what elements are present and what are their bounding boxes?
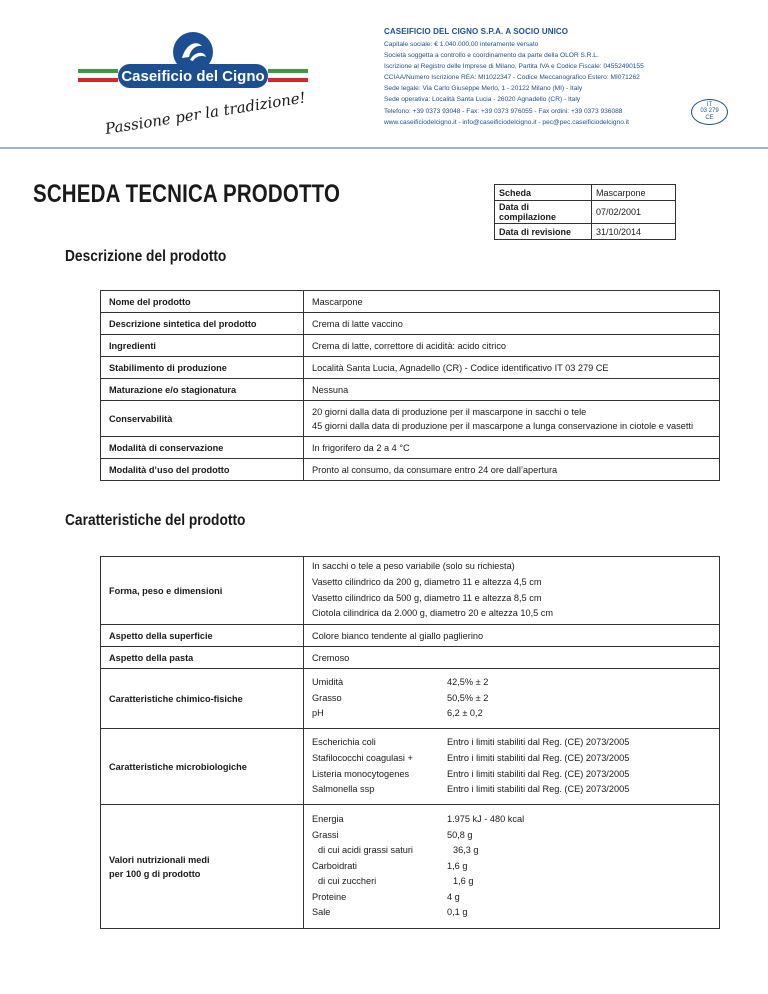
page-title: SCHEDA TECNICA PRODOTTO [33,180,341,208]
header-divider [0,147,768,149]
table-row: Ingredienti Crema di latte, correttore di acidità: acido citrico [101,335,720,357]
logo-text: Caseificio del Cigno [121,68,265,85]
company-name: CASEIFICIO DEL CIGNO S.P.A. A SOCIO UNICO [384,27,569,36]
company-contacts-line: www.caseificiodelcigno.it - info@caseificiodelcigno.it - pec@pec.caseificiodelcigno.it [384,118,630,126]
table-row: Modalità d’uso del prodotto Pronto al consumo, da consumare entro 24 ore dall’apertura [101,459,720,481]
section-title-descrizione: Descrizione del prodotto [65,248,227,265]
table-row: Valori nutrizionali medi per 100 g di prodotto Energia 1.975 kJ - 480 kcal Grassi 50,8 g di cui acidi grassi saturi 36,3 g Carboidrati 1,6 g di cui zuccheri 1,6 g Proteine 4 g Sale 0,1 g [101,805,720,929]
ce-health-mark: IT 03 279 CE [691,99,728,125]
company-line: Iscrizione al Registro delle Imprese di Milano, Partita IVA e Codice Fiscale: 04552490155 [384,63,644,71]
flag-stripe-red-left [78,78,118,82]
meta-row: Data di revisione 31/10/2014 [495,224,676,240]
table-row: Modalità di conservazione In frigorifero da 2 a 4 °C [101,437,720,459]
meta-row: Data di compilazione 07/02/2001 [495,201,676,224]
company-line: Capitale sociale: € 1.040.000,00 interamente versato [384,41,539,48]
company-line: Sede operativa: Località Santa Lucia - 26020 Agnadello (CR) - Italy [384,96,581,104]
document-meta-table [494,184,676,240]
company-line: CCIAA/Numero Iscrizione REA: MI1022347 - Codice Meccanografico Estero: MI071262 [384,74,640,82]
descrizione-table [100,290,720,481]
flag-stripe-green-right [268,69,308,73]
meta-row: Scheda Mascarpone [495,185,676,201]
table-row: Maturazione e/o stagionatura Nessuna [101,379,720,401]
company-line: Sede legale: Via Carlo Giuseppe Merlo, 1 - 20122 Milano (MI) - Italy [384,85,583,93]
table-row: Nome del prodotto Mascarpone [101,291,720,313]
table-row: Caratteristiche chimico-fisiche Umidità 42,5% ± 2 Grasso 50,5% ± 2 pH 6,2 ± 0,2 [101,669,720,729]
caratteristiche-table [100,556,720,929]
slogan: Passione per la tradizione! [103,88,307,138]
table-row: Stabilimento di produzione Località Santa Lucia, Agnadello (CR) - Codice identificativo IT 03 279 CE [101,357,720,379]
company-info [384,27,694,128]
letterhead [0,0,768,148]
table-row: Aspetto della pasta Cremoso [101,647,720,669]
table-row: Conservabilità 20 giorni dalla data di produzione per il mascarpone in sacchi o tele 45 giorni dalla data di produzione per il mascarpone a lunga conservazione in ciotole e vasetti [101,401,720,437]
table-row: Forma, peso e dimensioni In sacchi o tele a peso variabile (solo su richiesta) Vasetto cilindrico da 200 g, diametro 11 e altezza 4,5 cm Vasetto cilindrico da 500 g, diametro 11 e altezza 8,5 cm Ciotola cilindrica da 2.000 g, diametro 20 e altezza 10,5 cm [101,557,720,625]
table-row: Caratteristiche microbiologiche Escherichia coli Entro i limiti stabiliti dal Reg. (CE) 2073/2005 Stafilococchi coagulasi + Entro i limiti stabiliti dal Reg. (CE) 2073/2005 Listeria monocytogenes Entro i limiti stabiliti dal Reg. (CE) 2073/2005 Salmonella ssp Entro i limiti stabiliti dal Reg. (CE) 2073/2005 [101,729,720,805]
company-logo [78,30,308,140]
company-line: Società soggetta a controllo e coordinamento da parte della OLOR S.R.L. [384,52,599,60]
flag-stripe-green-left [78,69,118,73]
table-row: Aspetto della superficie Colore bianco tendente al giallo paglierino [101,625,720,647]
table-row: Descrizione sintetica del prodotto Crema di latte vaccino [101,313,720,335]
flag-stripe-red-right [268,78,308,82]
section-title-caratteristiche: Caratteristiche del prodotto [65,512,246,529]
company-line: Telefono: +39 0373 93048 - Fax: +39 0373 976055 - Fax ordini: +39 0373 936088 [384,107,623,115]
